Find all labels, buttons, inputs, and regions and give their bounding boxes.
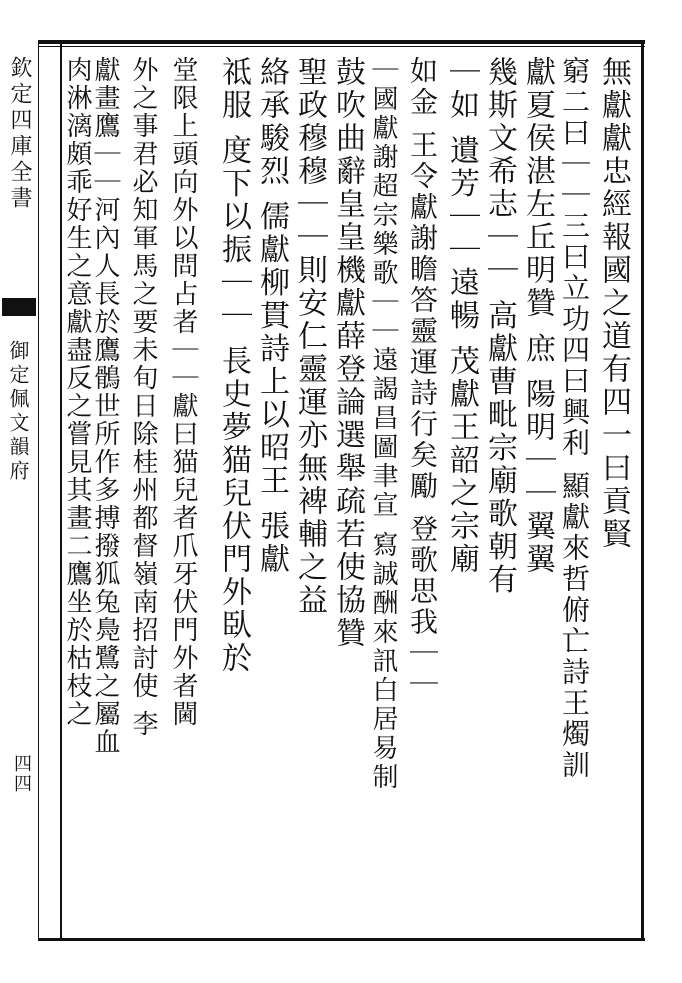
frame-top-border — [38, 40, 645, 44]
text-column: 獻夏侯湛左丘明贊 庶 陽明｜｜翼翼 — [520, 56, 555, 577]
text-column: 如金 王令獻謝瞻答靈運詩行矣勵 登歌思我｜｜ — [406, 56, 439, 700]
frame-right-border — [641, 40, 644, 940]
text-column: ｜如 遺芳｜｜遠暢 茂獻王韶之宗廟 — [444, 56, 479, 577]
text-column: 獻畫鷹｜｜河內人長於鷹鶻世所作多搏撥狐兔鳧鷺之屬血 — [90, 56, 120, 756]
margin-header: 欽定四庫全書 — [7, 56, 32, 212]
text-column: 絡承駿烈 儒獻柳貫詩上以昭王 張獻 — [254, 56, 289, 577]
text-column: 窮二曰｜｜三曰立功四曰興利 顯獻來哲俯亡詩王燭訓 — [558, 56, 591, 781]
text-column: 聖政穆穆｜｜則安仁靈運亦無裨輔之益 — [292, 56, 327, 617]
text-column: 祗服 度下以振｜｜ 長史夢猫兒伏門外臥於 — [216, 56, 251, 676]
page-number: 四四 — [11, 754, 32, 794]
fold-edge — [38, 44, 39, 940]
text-column: ｜國獻謝超宗樂歌｜｜遠謁昌圖聿宣 寫誠酬來訊白居易制 — [368, 56, 398, 793]
text-column: 肉淋漓頗乖好生之意獻盡反之嘗見其畫二鷹坐於枯枝之 — [62, 56, 92, 728]
text-column: 堂限上頭向外以問占者｜｜獻曰猫兒者爪牙伏門外者閫 — [168, 56, 198, 728]
fishtail-mark — [2, 298, 36, 316]
text-column: 外之事君必知軍馬之要未旬日除桂州都督嶺南招討使 李 — [128, 56, 158, 739]
text-column: 幾斯文希志｜｜ 高獻曹毗宗廟歌朝有 — [482, 56, 517, 597]
text-column: 鼓吹曲辭皇皇機獻薛登論選舉疏若使協贊 — [330, 56, 365, 650]
frame-bottom-border — [38, 938, 645, 941]
margin-book-title: 御定佩文韻府 — [6, 340, 30, 484]
text-column: 無獻獻忠經報國之道有四一曰貢賢 — [596, 56, 631, 551]
frame-top-inner-border — [38, 46, 645, 47]
